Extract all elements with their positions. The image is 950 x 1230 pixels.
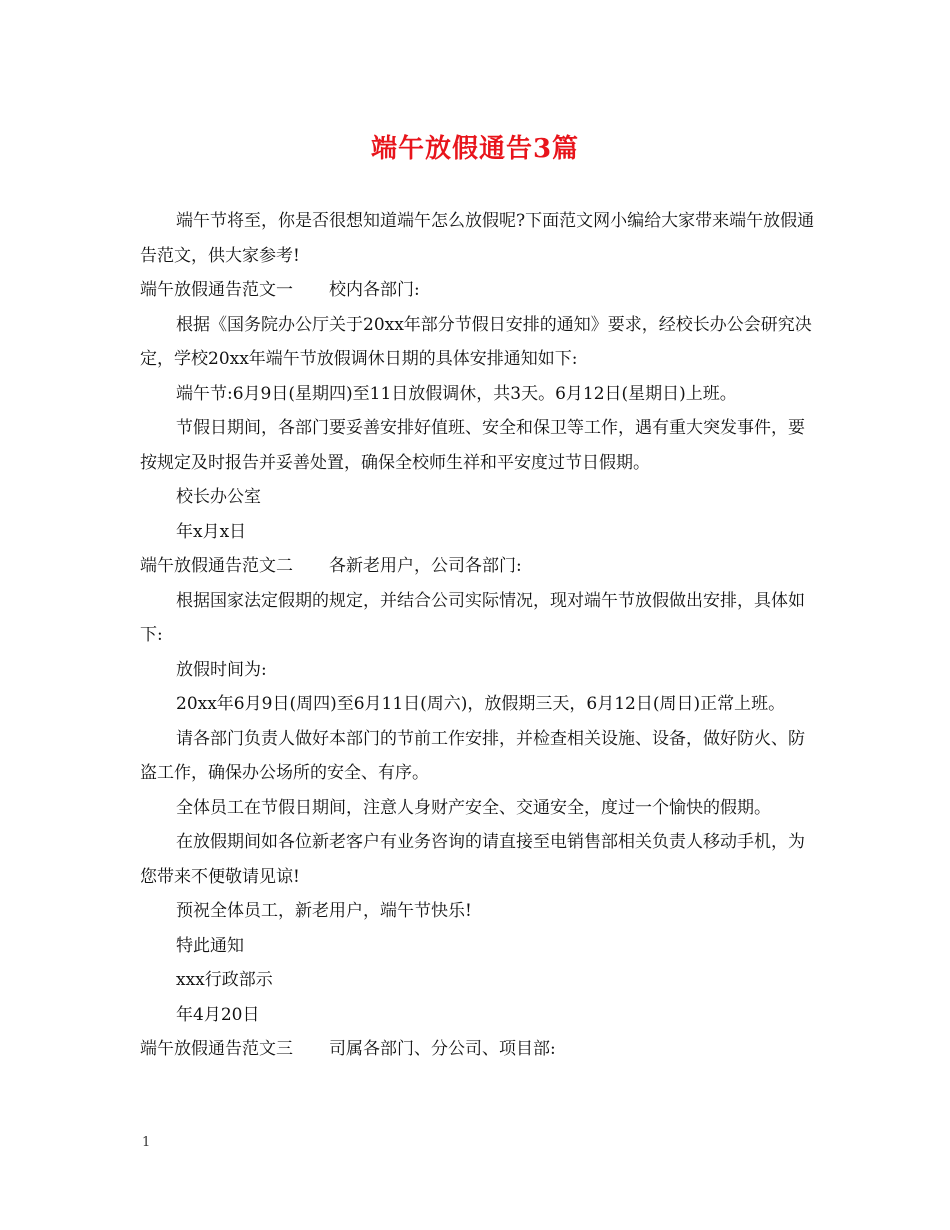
sample2-paragraph-1: 根据国家法定假期的规定，并结合公司实际情况，现对端午节放假做出安排，具体如下:	[140, 590, 805, 645]
sample2-recipient: 各新老用户，公司各部门:	[329, 556, 522, 576]
sample2-paragraph-7: 预祝全体员工，新老用户，端午节快乐!	[176, 901, 472, 921]
sample3-heading-line	[140, 1032, 820, 1067]
sample2-signature: xxx行政部示	[176, 970, 273, 990]
sample1-recipient: 校内各部门:	[329, 280, 420, 300]
sample1-paragraph-1: 根据《国务院办公厅关于20xx年部分节假日安排的通知》要求，经校长办公会研究决定，学校20xx年端午节放假调休日期的具体安排通知如下:	[140, 314, 812, 369]
sample2-paragraph-3: 20xx年6月9日(周四)至6月11日(周六)，放假期三天，6月12日(周日)正常上班。	[176, 694, 786, 714]
intro-paragraph: 端午节将至，你是否很想知道端午怎么放假呢?下面范文网小编给大家带来端午放假通告范文，供大家参考!	[140, 211, 815, 266]
sample2-date: 年4月20日	[176, 1004, 260, 1025]
sample2-heading-line	[140, 549, 820, 584]
sample1-heading-line	[140, 273, 820, 308]
sample2-paragraph-4: 请各部门负责人做好本部门的节前工作安排，并检查相关设施、设备，做好防火、防盗工作，确保办公场所的安全、有序。	[140, 728, 805, 783]
sample3-recipient: 司属各部门、分公司、项目部:	[329, 1039, 556, 1059]
sample1-signature: 校长办公室	[176, 487, 261, 507]
sample3-heading: 端午放假通告范文三	[140, 1039, 293, 1059]
sample2-heading: 端午放假通告范文二	[140, 556, 293, 576]
sample2-paragraph-5: 全体员工在节假日期间，注意人身财产安全、交通安全，度过一个愉快的假期。	[176, 797, 771, 818]
document-title: 端午放假通告3篇	[370, 134, 580, 164]
sample1-paragraph-2: 端午节:6月9日(星期四)至11日放假调休，共3天。6月12日(星期日)上班。	[176, 383, 737, 404]
page-number: 1	[142, 1135, 151, 1150]
sample1-date: 年x月x日	[176, 521, 247, 542]
sample1-heading: 端午放假通告范文一	[140, 280, 293, 300]
sample1-paragraph-3: 节假日期间，各部门要妥善安排好值班、安全和保卫等工作，遇有重大突发事件，要按规定及时报告并妥善处置，确保全校师生祥和平安度过节日假期。	[140, 418, 805, 473]
sample2-paragraph-2: 放假时间为:	[176, 659, 267, 680]
sample2-paragraph-8: 特此通知	[176, 935, 244, 956]
sample2-paragraph-6: 在放假期间如各位新老客户有业务咨询的请直接至电销售部相关负责人移动手机，为您带来不便敬请见谅!	[140, 832, 805, 887]
document-body	[140, 204, 820, 1067]
